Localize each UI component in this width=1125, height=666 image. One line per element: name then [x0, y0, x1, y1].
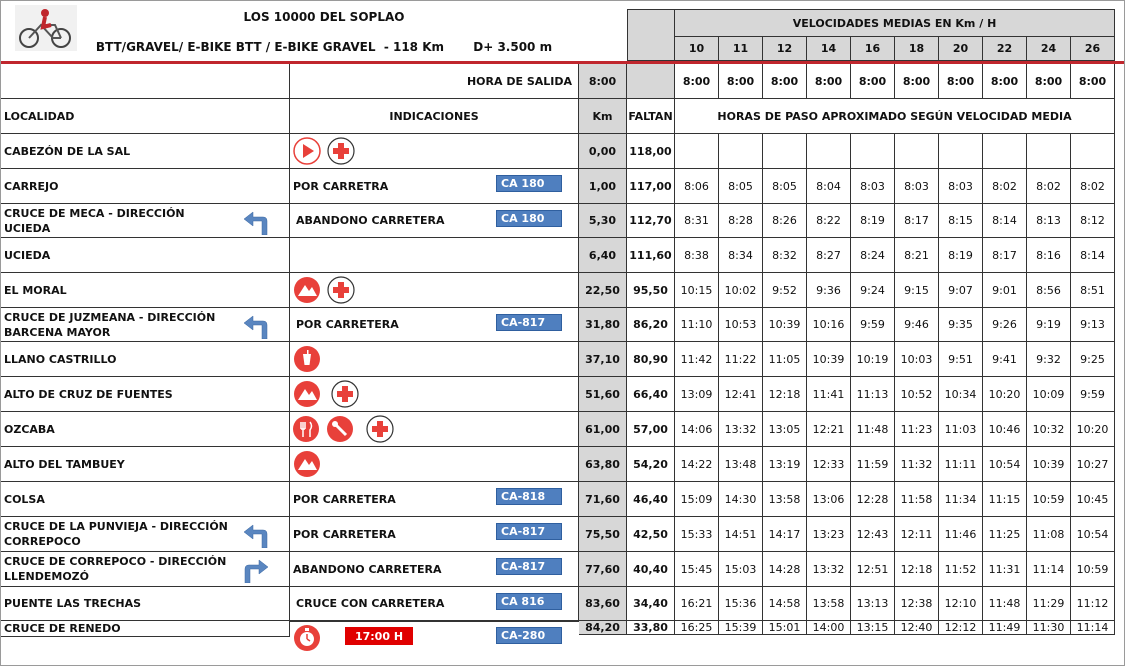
row-time-cell: 10:59	[1071, 552, 1115, 587]
row-time-cell: 8:26	[763, 204, 807, 238]
road-badge: CA-817	[496, 523, 562, 540]
row-time-cell: 13:58	[763, 482, 807, 517]
row-time-cell: 10:34	[939, 377, 983, 412]
row-time-cell: 9:46	[895, 308, 939, 342]
row-time-cell: 12:41	[719, 377, 763, 412]
column-km: Km	[579, 99, 627, 134]
row-km: 37,10	[579, 342, 627, 377]
row-time-cell: 14:58	[763, 587, 807, 621]
salida-time-cell: 8:00	[983, 64, 1027, 99]
row-time-cell: 14:22	[675, 447, 719, 482]
salida-time-cell: 8:00	[851, 64, 895, 99]
row-time-cell: 13:15	[851, 621, 895, 635]
speed-header-cell: 18	[895, 37, 939, 61]
row-faltan: 33,80	[627, 621, 675, 635]
salida-time-cell: 8:00	[895, 64, 939, 99]
row-time-cell: 12:11	[895, 517, 939, 552]
row-time-cell: 8:03	[851, 169, 895, 204]
row-time-cell: 11:03	[939, 412, 983, 447]
row-time-cell: 9:15	[895, 273, 939, 308]
salida-time-cell: 8:00	[807, 64, 851, 99]
row-km: 61,00	[579, 412, 627, 447]
row-time-cell: 11:29	[1027, 587, 1071, 621]
summit-icon	[293, 450, 321, 482]
row-time-cell	[719, 134, 763, 169]
row-time-cell: 12:10	[939, 587, 983, 621]
speed-header-cell: 24	[1027, 37, 1071, 61]
summit-icon	[293, 276, 321, 308]
row-time-cell: 12:18	[763, 377, 807, 412]
row-time-cell: 13:19	[763, 447, 807, 482]
row-time-cell: 11:41	[807, 377, 851, 412]
row-indicacion: POR CARRETRA	[290, 169, 579, 204]
row-km: 6,40	[579, 238, 627, 273]
row-time-cell: 11:25	[983, 517, 1027, 552]
row-time-cell: 11:52	[939, 552, 983, 587]
row-localidad: CRUCE DE RENEDO	[1, 621, 290, 637]
start-icon	[293, 137, 321, 169]
row-time-cell: 8:34	[719, 238, 763, 273]
row-time-cell: 12:28	[851, 482, 895, 517]
row-localidad: OZCABA	[1, 412, 290, 447]
row-time-cell: 8:32	[763, 238, 807, 273]
row-time-cell: 11:34	[939, 482, 983, 517]
row-time-cell: 11:48	[983, 587, 1027, 621]
row-faltan: 42,50	[627, 517, 675, 552]
row-time-cell: 11:46	[939, 517, 983, 552]
row-time-cell: 10:32	[1027, 412, 1071, 447]
row-localidad: CARREJO	[1, 169, 290, 204]
row-indicacion: POR CARRETERA	[290, 482, 579, 517]
row-time-cell: 10:39	[1027, 447, 1071, 482]
row-faltan: 34,40	[627, 587, 675, 621]
time-limit-icon	[293, 624, 321, 656]
row-time-cell	[851, 134, 895, 169]
row-time-cell: 8:05	[763, 169, 807, 204]
row-time-cell: 8:28	[719, 204, 763, 238]
row-time-cell: 11:42	[675, 342, 719, 377]
row-time-cell: 8:16	[1027, 238, 1071, 273]
row-time-cell: 12:51	[851, 552, 895, 587]
road-badge: CA-817	[496, 314, 562, 331]
row-time-cell: 11:31	[983, 552, 1027, 587]
road-badge: CA-817	[496, 558, 562, 575]
row-time-cell: 13:06	[807, 482, 851, 517]
row-time-cell: 8:31	[675, 204, 719, 238]
row-time-cell: 8:38	[675, 238, 719, 273]
row-time-cell: 16:25	[675, 621, 719, 635]
row-indicacion: CRUCE CON CARRETERA	[290, 587, 579, 621]
row-time-cell: 9:19	[1027, 308, 1071, 342]
row-faltan: 54,20	[627, 447, 675, 482]
row-time-cell: 8:19	[939, 238, 983, 273]
row-time-cell: 11:12	[1071, 587, 1115, 621]
first-aid-icon	[331, 380, 359, 412]
row-faltan: 111,60	[627, 238, 675, 273]
salida-blank	[1, 64, 290, 99]
row-faltan: 86,20	[627, 308, 675, 342]
row-time-cell: 8:51	[1071, 273, 1115, 308]
speed-header-cell: 10	[675, 37, 719, 61]
row-time-cell: 8:17	[895, 204, 939, 238]
row-time-cell: 8:27	[807, 238, 851, 273]
row-faltan: 117,00	[627, 169, 675, 204]
row-time-cell: 11:58	[895, 482, 939, 517]
row-indicacion: POR CARRETERA	[290, 517, 579, 552]
row-time-cell: 12:12	[939, 621, 983, 635]
row-time-cell: 10:39	[807, 342, 851, 377]
row-time-cell: 9:25	[1071, 342, 1115, 377]
drink-icon	[293, 345, 321, 377]
row-time-cell: 10:15	[675, 273, 719, 308]
row-time-cell: 8:22	[807, 204, 851, 238]
row-km: 51,60	[579, 377, 627, 412]
page-title: LOS 10000 DEL SOPLAO	[243, 10, 405, 24]
row-faltan: 95,50	[627, 273, 675, 308]
row-time-cell	[1027, 134, 1071, 169]
row-localidad: EL MORAL	[1, 273, 290, 308]
row-time-cell: 9:41	[983, 342, 1027, 377]
row-faltan: 80,90	[627, 342, 675, 377]
row-time-cell: 8:03	[939, 169, 983, 204]
row-localidad: CRUCE DE CORREPOCO - DIRECCIÓN LLENDEMOZÓ	[1, 552, 290, 587]
salida-time: 8:00	[579, 64, 627, 99]
row-time-cell: 8:13	[1027, 204, 1071, 238]
row-time-cell	[807, 134, 851, 169]
row-km: 83,60	[579, 587, 627, 621]
salida-time-cell: 8:00	[719, 64, 763, 99]
row-indicacion	[290, 342, 579, 377]
row-time-cell: 11:59	[851, 447, 895, 482]
row-time-cell: 12:43	[851, 517, 895, 552]
row-time-cell: 10:27	[1071, 447, 1115, 482]
row-time-cell: 15:33	[675, 517, 719, 552]
road-badge: CA 180	[496, 210, 562, 227]
row-km: 22,50	[579, 273, 627, 308]
row-time-cell: 13:48	[719, 447, 763, 482]
row-time-cell	[1071, 134, 1115, 169]
row-time-cell: 12:33	[807, 447, 851, 482]
row-time-cell: 8:05	[719, 169, 763, 204]
row-km: 77,60	[579, 552, 627, 587]
row-faltan: 118,00	[627, 134, 675, 169]
row-time-cell	[983, 134, 1027, 169]
row-time-cell	[895, 134, 939, 169]
row-km: 1,00	[579, 169, 627, 204]
row-localidad: CRUCE DE LA PUNVIEJA - DIRECCIÓN CORREPOCO	[1, 517, 290, 552]
row-time-cell: 10:45	[1071, 482, 1115, 517]
speed-header-cell: 26	[1071, 37, 1115, 61]
row-time-cell: 10:54	[1071, 517, 1115, 552]
row-time-cell: 12:38	[895, 587, 939, 621]
salida-time-cell: 8:00	[675, 64, 719, 99]
first-aid-icon	[327, 137, 355, 169]
row-time-cell: 10:09	[1027, 377, 1071, 412]
row-time-cell: 10:59	[1027, 482, 1071, 517]
row-indicacion	[290, 447, 579, 482]
row-time-cell: 14:30	[719, 482, 763, 517]
speed-header-cell: 20	[939, 37, 983, 61]
row-time-cell: 8:03	[895, 169, 939, 204]
row-time-cell: 10:20	[1071, 412, 1115, 447]
row-time-cell: 13:13	[851, 587, 895, 621]
row-km: 5,30	[579, 204, 627, 238]
row-localidad: UCIEDA	[1, 238, 290, 273]
turn-left-arrow-icon	[241, 311, 269, 343]
row-time-cell: 9:24	[851, 273, 895, 308]
summit-icon	[293, 380, 321, 412]
row-time-cell: 9:52	[763, 273, 807, 308]
row-time-cell: 11:14	[1071, 621, 1115, 635]
row-time-cell: 11:32	[895, 447, 939, 482]
speed-header-cell: 11	[719, 37, 763, 61]
row-time-cell: 13:23	[807, 517, 851, 552]
row-time-cell: 8:14	[1071, 238, 1115, 273]
row-time-cell: 8:02	[983, 169, 1027, 204]
row-time-cell: 9:36	[807, 273, 851, 308]
speeds-title: VELOCIDADES MEDIAS EN Km / H	[675, 9, 1115, 37]
row-time-cell: 11:14	[1027, 552, 1071, 587]
speed-header-cell: 22	[983, 37, 1027, 61]
salida-time-cell: 8:00	[939, 64, 983, 99]
column-horas: HORAS DE PASO APROXIMADO SEGÚN VELOCIDAD MEDIA	[675, 99, 1115, 134]
row-time-cell: 12:18	[895, 552, 939, 587]
row-localidad: ALTO DEL TAMBUEY	[1, 447, 290, 482]
row-time-cell: 14:00	[807, 621, 851, 635]
header-gray-block	[627, 9, 675, 61]
row-time-cell: 8:02	[1071, 169, 1115, 204]
row-time-cell: 10:03	[895, 342, 939, 377]
row-faltan: 46,40	[627, 482, 675, 517]
row-time-cell: 8:24	[851, 238, 895, 273]
road-badge: CA-280	[496, 627, 562, 644]
row-time-cell: 11:11	[939, 447, 983, 482]
row-time-cell: 9:59	[1071, 377, 1115, 412]
row-time-cell: 13:32	[719, 412, 763, 447]
row-time-cell: 10:46	[983, 412, 1027, 447]
row-time-cell: 9:32	[1027, 342, 1071, 377]
row-time-cell: 16:21	[675, 587, 719, 621]
row-time-cell: 15:36	[719, 587, 763, 621]
row-km: 71,60	[579, 482, 627, 517]
salida-gray	[627, 64, 675, 99]
row-time-cell: 11:48	[851, 412, 895, 447]
cutoff-time-badge: 17:00 H	[345, 627, 413, 645]
row-time-cell: 11:49	[983, 621, 1027, 635]
row-time-cell: 9:07	[939, 273, 983, 308]
row-time-cell: 8:06	[675, 169, 719, 204]
row-time-cell: 9:59	[851, 308, 895, 342]
row-faltan: 112,70	[627, 204, 675, 238]
row-indicacion: ABANDONO CARRETERA	[290, 552, 579, 587]
food-icon	[292, 415, 320, 447]
row-time-cell: 9:51	[939, 342, 983, 377]
row-localidad: CABEZÓN DE LA SAL	[1, 134, 290, 169]
row-time-cell: 11:05	[763, 342, 807, 377]
row-km: 63,80	[579, 447, 627, 482]
row-localidad: ALTO DE CRUZ DE FUENTES	[1, 377, 290, 412]
row-localidad: PUENTE LAS TRECHAS	[1, 587, 290, 621]
row-time-cell: 8:04	[807, 169, 851, 204]
row-indicacion: ABANDONO CARRETERA	[290, 204, 579, 238]
route-subtitle: BTT/GRAVEL/ E-BIKE BTT / E-BIKE GRAVEL - 118 Km D+ 3.500 m	[95, 40, 553, 54]
row-time-cell	[939, 134, 983, 169]
row-time-cell: 10:52	[895, 377, 939, 412]
row-km: 0,00	[579, 134, 627, 169]
row-time-cell: 13:32	[807, 552, 851, 587]
row-faltan: 66,40	[627, 377, 675, 412]
row-time-cell: 11:13	[851, 377, 895, 412]
row-indicacion	[290, 621, 579, 622]
row-time-cell: 8:02	[1027, 169, 1071, 204]
row-time-cell: 11:08	[1027, 517, 1071, 552]
row-km: 84,20	[579, 621, 627, 635]
row-time-cell: 10:39	[763, 308, 807, 342]
row-time-cell: 10:54	[983, 447, 1027, 482]
speed-header-cell: 12	[763, 37, 807, 61]
column-localidad: LOCALIDAD	[1, 99, 290, 134]
row-time-cell: 9:35	[939, 308, 983, 342]
row-time-cell: 11:30	[1027, 621, 1071, 635]
first-aid-icon	[366, 415, 394, 447]
row-time-cell: 15:09	[675, 482, 719, 517]
row-indicacion	[290, 238, 579, 273]
row-time-cell: 10:02	[719, 273, 763, 308]
row-time-cell: 11:22	[719, 342, 763, 377]
row-time-cell: 9:26	[983, 308, 1027, 342]
road-badge: CA 816	[496, 593, 562, 610]
speed-header-cell: 16	[851, 37, 895, 61]
salida-label: HORA DE SALIDA	[290, 64, 579, 99]
row-time-cell: 15:01	[763, 621, 807, 635]
salida-time-cell: 8:00	[1071, 64, 1115, 99]
road-badge: CA-818	[496, 488, 562, 505]
row-time-cell: 9:01	[983, 273, 1027, 308]
row-time-cell: 8:14	[983, 204, 1027, 238]
speed-header-cell: 14	[807, 37, 851, 61]
row-time-cell: 8:15	[939, 204, 983, 238]
row-time-cell: 14:51	[719, 517, 763, 552]
row-time-cell: 13:05	[763, 412, 807, 447]
row-time-cell: 14:17	[763, 517, 807, 552]
turn-left-arrow-icon	[241, 520, 269, 552]
row-localidad: CRUCE DE JUZMEANA - DIRECCIÓN BARCENA MAYOR	[1, 308, 290, 342]
row-time-cell: 11:15	[983, 482, 1027, 517]
row-localidad: COLSA	[1, 482, 290, 517]
row-time-cell: 11:23	[895, 412, 939, 447]
column-indicaciones: INDICACIONES	[290, 99, 579, 134]
row-time-cell: 10:53	[719, 308, 763, 342]
row-time-cell: 10:19	[851, 342, 895, 377]
salida-time-cell: 8:00	[763, 64, 807, 99]
row-time-cell: 15:45	[675, 552, 719, 587]
row-faltan: 40,40	[627, 552, 675, 587]
row-time-cell: 10:16	[807, 308, 851, 342]
row-time-cell: 8:21	[895, 238, 939, 273]
row-time-cell: 11:10	[675, 308, 719, 342]
row-time-cell	[675, 134, 719, 169]
repair-icon	[326, 415, 354, 447]
row-time-cell: 14:06	[675, 412, 719, 447]
row-time-cell: 13:09	[675, 377, 719, 412]
row-time-cell: 8:56	[1027, 273, 1071, 308]
row-time-cell	[763, 134, 807, 169]
row-km: 31,80	[579, 308, 627, 342]
row-time-cell: 13:58	[807, 587, 851, 621]
row-time-cell: 12:40	[895, 621, 939, 635]
first-aid-icon	[327, 276, 355, 308]
column-faltan: FALTAN	[627, 99, 675, 134]
row-indicacion: POR CARRETERA	[290, 308, 579, 342]
row-time-cell: 14:28	[763, 552, 807, 587]
salida-time-cell: 8:00	[1027, 64, 1071, 99]
row-time-cell: 9:13	[1071, 308, 1115, 342]
row-time-cell: 15:39	[719, 621, 763, 635]
row-time-cell: 15:03	[719, 552, 763, 587]
row-time-cell: 8:19	[851, 204, 895, 238]
row-time-cell: 8:12	[1071, 204, 1115, 238]
road-badge: CA 180	[496, 175, 562, 192]
row-time-cell: 8:17	[983, 238, 1027, 273]
row-faltan: 57,00	[627, 412, 675, 447]
row-localidad: LLANO CASTRILLO	[1, 342, 290, 377]
row-localidad: CRUCE DE MECA - DIRECCIÓN UCIEDA	[1, 204, 290, 238]
row-time-cell: 10:20	[983, 377, 1027, 412]
turn-left-arrow-icon	[241, 207, 269, 239]
row-time-cell: 12:21	[807, 412, 851, 447]
row-km: 75,50	[579, 517, 627, 552]
turn-right-arrow-icon	[241, 555, 269, 587]
